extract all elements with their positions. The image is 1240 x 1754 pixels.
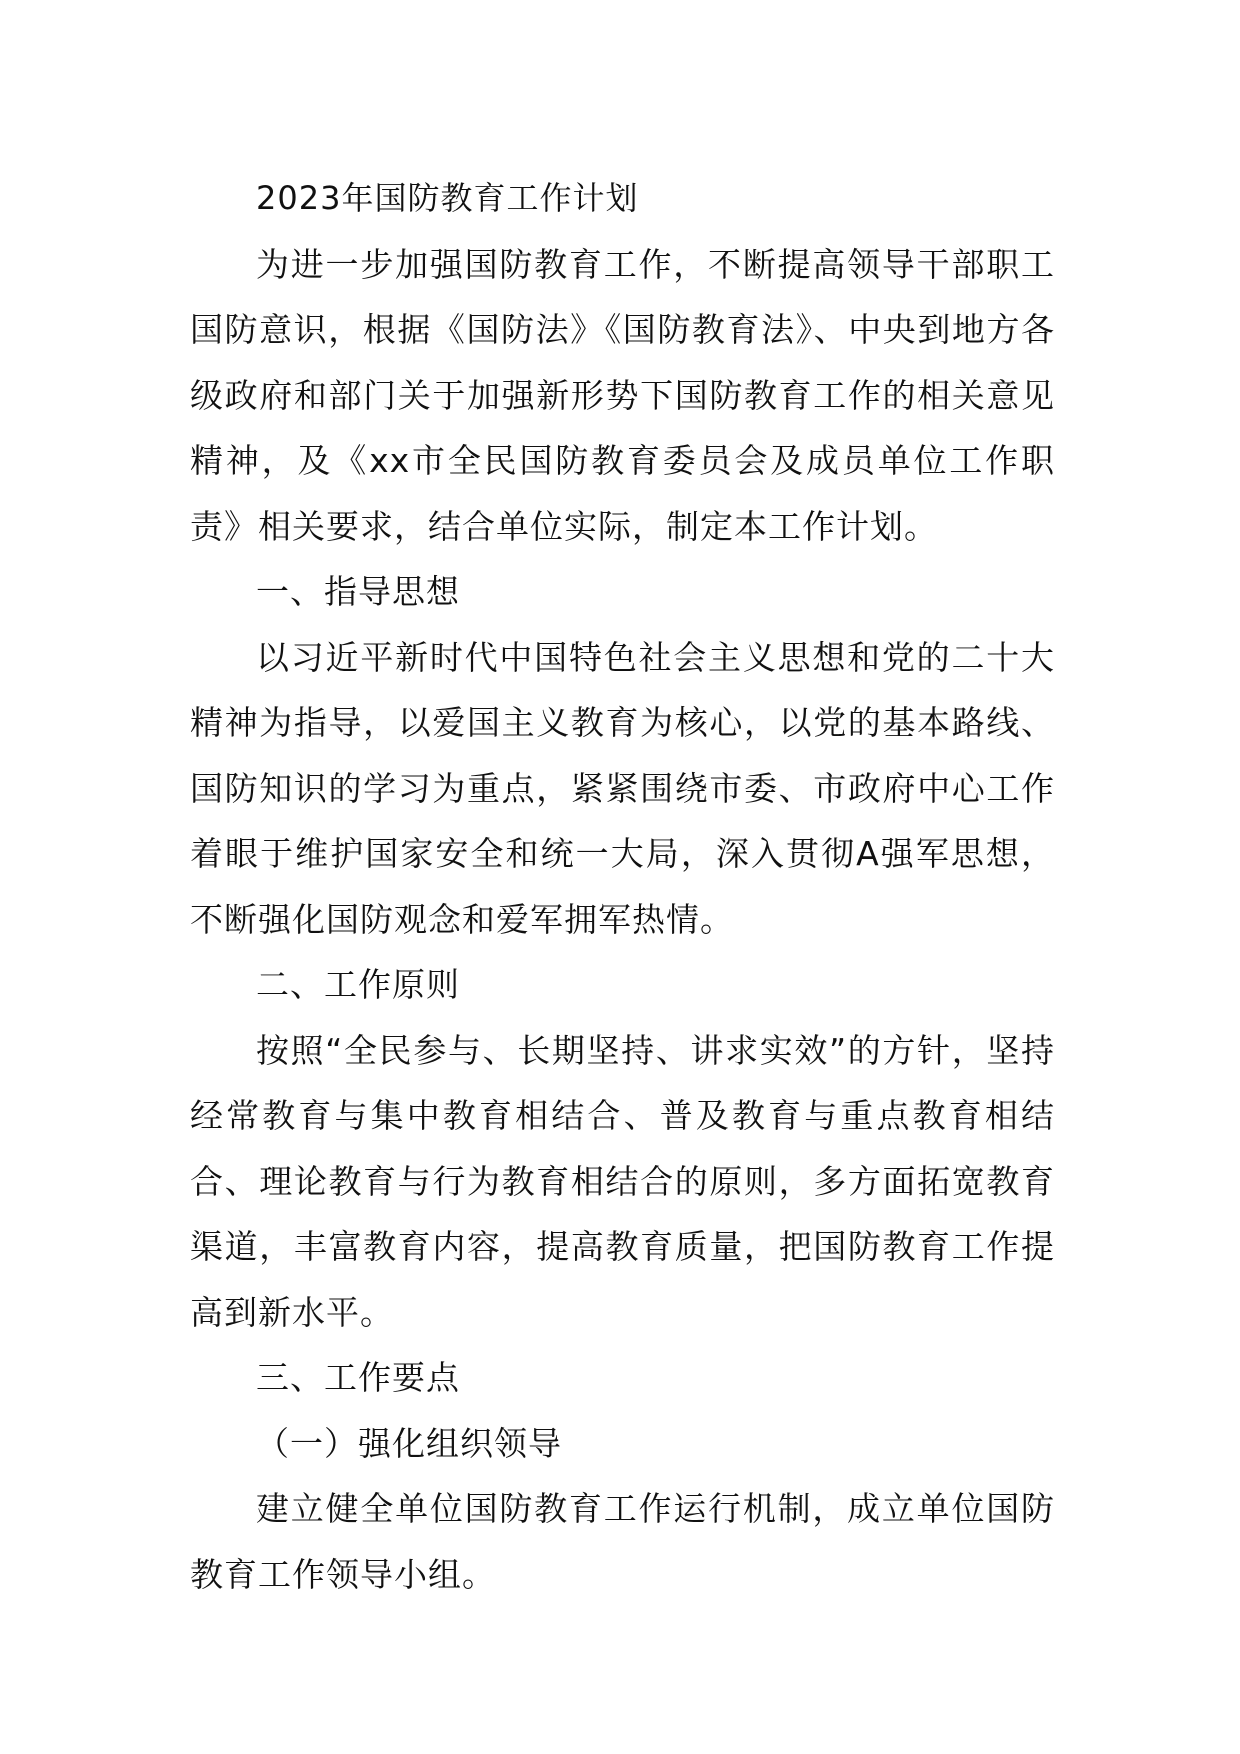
paragraph-intro: 为进一步加强国防教育工作，不断提高领导干部职工国防意识，根据《国防法》《国防教育法》、中央到地方各级政府和部门关于加强新形势下国防教育工作的相关意见精神，及《xx市全民国防教育委员会及成员单位工作职责》相关要求，结合单位实际，制定本工作计划。: [190, 244, 1055, 546]
document-title: 2023年国防教育工作计划: [256, 179, 639, 217]
heading-guiding-ideology: 一、指导思想: [256, 572, 460, 611]
heading-work-principles: 二、工作原则: [256, 965, 460, 1004]
subheading-organization-leadership: （一）强化组织领导: [256, 1423, 562, 1463]
paragraph-work-principles: 按照“全民参与、长期坚持、讲求实效”的方针，坚持经常教育与集中教育相结合、普及教育与重点教育相结合、理论教育与行为教育相结合的原则，多方面拓宽教育渠道，丰富教育内容，提高教育质量，把国防教育工作提高到新水平。: [190, 1030, 1055, 1332]
document-body: [190, 166, 1055, 1607]
heading-work-points: 三、工作要点: [256, 1358, 460, 1397]
paragraph-guiding-ideology: 以习近平新时代中国特色社会主义思想和党的二十大精神为指导，以爱国主义教育为核心，以党的基本路线、国防知识的学习为重点，紧紧围绕市委、市政府中心工作着眼于维护国家安全和统一大局，深入贯彻A强军思想，不断强化国防观念和爱军拥军热情。: [190, 637, 1055, 939]
paragraph-organization-leadership: 建立健全单位国防教育工作运行机制，成立单位国防教育工作领导小组。: [190, 1489, 1055, 1594]
